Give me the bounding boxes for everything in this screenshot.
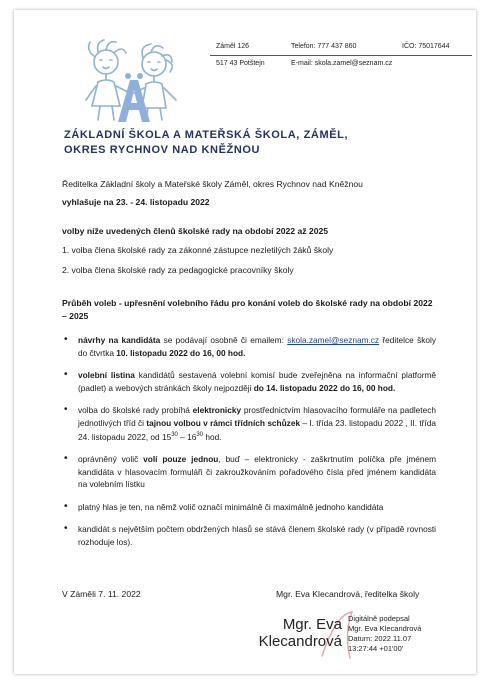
candidate-list-text: kandidátů sestavená volební komisí bude zveřejněna na informační platformě (padlet) a webových stránkách školy nejpozději bbox=[78, 370, 436, 393]
voting-text-3: – I. třída 23. listopadu 2022 , II. třída 24. listopadu 2022, od 15 bbox=[78, 417, 436, 442]
procedure-item-voting bbox=[62, 404, 436, 443]
proposals-deadline: 10. listopadu 2022 do 16, 00 hod. bbox=[116, 347, 246, 358]
voting-time-sup-1: 30 bbox=[171, 432, 178, 438]
procedure-title: Průběh voleb - upřesnění volebního řádu pro konání voleb do školské rady na období 2022 – 2025 bbox=[62, 298, 433, 321]
signature-name-line2: Klecandrová bbox=[258, 633, 342, 650]
proposals-text-2: ředitelce školy do čtvrtka bbox=[78, 335, 436, 358]
signature-info-4: 13:27:44 +01'00' bbox=[348, 644, 404, 653]
elections-item-2: 2. volba člena školské rady za pedagogické pracovníky školy bbox=[62, 265, 294, 275]
procedure-item-eligible-voter bbox=[62, 453, 436, 491]
voter-text-2: , buď – elektronicky - zaškrtnutím políčka pře jménem kandidáta v hlasovacím formuláři či zakroužkováním pořadového čísla před jménem kandidáta na volebním lístku bbox=[78, 454, 436, 490]
document-page bbox=[14, 10, 476, 674]
place-date: V Záměli 7. 11. 2022 bbox=[62, 589, 141, 599]
signature-name-line1: Mgr. Eva bbox=[282, 616, 342, 633]
voter-once: volí pouze jednou bbox=[143, 454, 219, 465]
header-phone: Telefon: 777 437 860 bbox=[291, 43, 357, 50]
school-name bbox=[64, 128, 394, 158]
header-address-city: 517 43 Potštejn bbox=[216, 60, 265, 67]
proposals-text: se podávají osobně či emailem: bbox=[160, 335, 288, 345]
candidate-list-label: volební listina bbox=[78, 370, 135, 380]
school-name-line2: OKRES RYCHNOV NAD KNĚŽNOU bbox=[64, 144, 261, 156]
signature-info bbox=[348, 614, 421, 654]
procedure-item-proposals bbox=[62, 334, 436, 359]
voter-text-1: oprávněný volič bbox=[78, 454, 144, 465]
voting-text-1: volba do školské rady probíhá bbox=[78, 405, 193, 415]
proposals-label: návrhy na kandidáta bbox=[78, 335, 161, 345]
school-email-link[interactable]: skola.zamel@seznam.cz bbox=[287, 335, 380, 345]
header-email: E-mail: skola.zamel@seznam.cz bbox=[291, 60, 393, 67]
procedure-item-valid-vote: • platný hlas je ten, na němž volič označí minimálně či maximálně jednoho kandidáta bbox=[62, 501, 436, 514]
elections-item-1: 1. volba člena školské rady za zákonné zástupce nezletilých žáků školy bbox=[62, 245, 334, 255]
procedure-item-candidate-list bbox=[62, 369, 436, 394]
procedure-list bbox=[62, 334, 436, 558]
school-name-line1: ZÁKLADNÍ ŠKOLA A MATEŘSKÁ ŠKOLA, ZÁMĚL, bbox=[64, 129, 349, 141]
header-divider bbox=[210, 55, 472, 56]
header-address-street: Záměl 126 bbox=[216, 43, 250, 50]
voting-electronic: elektronicky bbox=[192, 405, 242, 415]
intro-line: Ředitelka Základní školy a Mateřské školy Záměl, okres Rychnov nad Kněžnou bbox=[62, 179, 363, 189]
candidate-list-deadline: do 14. listopadu 2022 do 16, 00 hod. bbox=[253, 382, 396, 393]
signature-info-1: Digitálně podepsal bbox=[348, 614, 410, 623]
voting-text-2: prostřednictvím hlasovacího formuláře na padletech jednotlivých tříd či bbox=[78, 405, 436, 428]
signature-info-2: Mgr. Eva Klecandrová bbox=[348, 624, 422, 633]
voting-text-5: hod. bbox=[203, 431, 222, 442]
school-logo-children-icon bbox=[76, 36, 188, 126]
voting-time-sup-2: 30 bbox=[196, 432, 204, 438]
header-ico: IČO: 75017644 bbox=[402, 43, 450, 50]
signature-name bbox=[250, 616, 342, 650]
elections-title: volby níže uvedených členů školské rady na období 2022 až 2025 bbox=[62, 226, 329, 236]
voting-secret-ballot: tajnou volbou v rámci třídních schůzek bbox=[146, 417, 301, 428]
signature-info-3: Datum: 2022.11.07 bbox=[348, 634, 412, 643]
procedure-item-winner: • kandidát s největším počtem obdržených hlasů se stává členem školské rady (v případě rovnosti rozhoduje los). bbox=[62, 523, 436, 548]
voting-text-4: – 16 bbox=[177, 431, 197, 442]
signatory: Mgr. Eva Klecandrová, ředitelka školy bbox=[276, 589, 420, 599]
intro-announce: vyhlašuje na 23. - 24. listopadu 2022 bbox=[62, 197, 210, 207]
